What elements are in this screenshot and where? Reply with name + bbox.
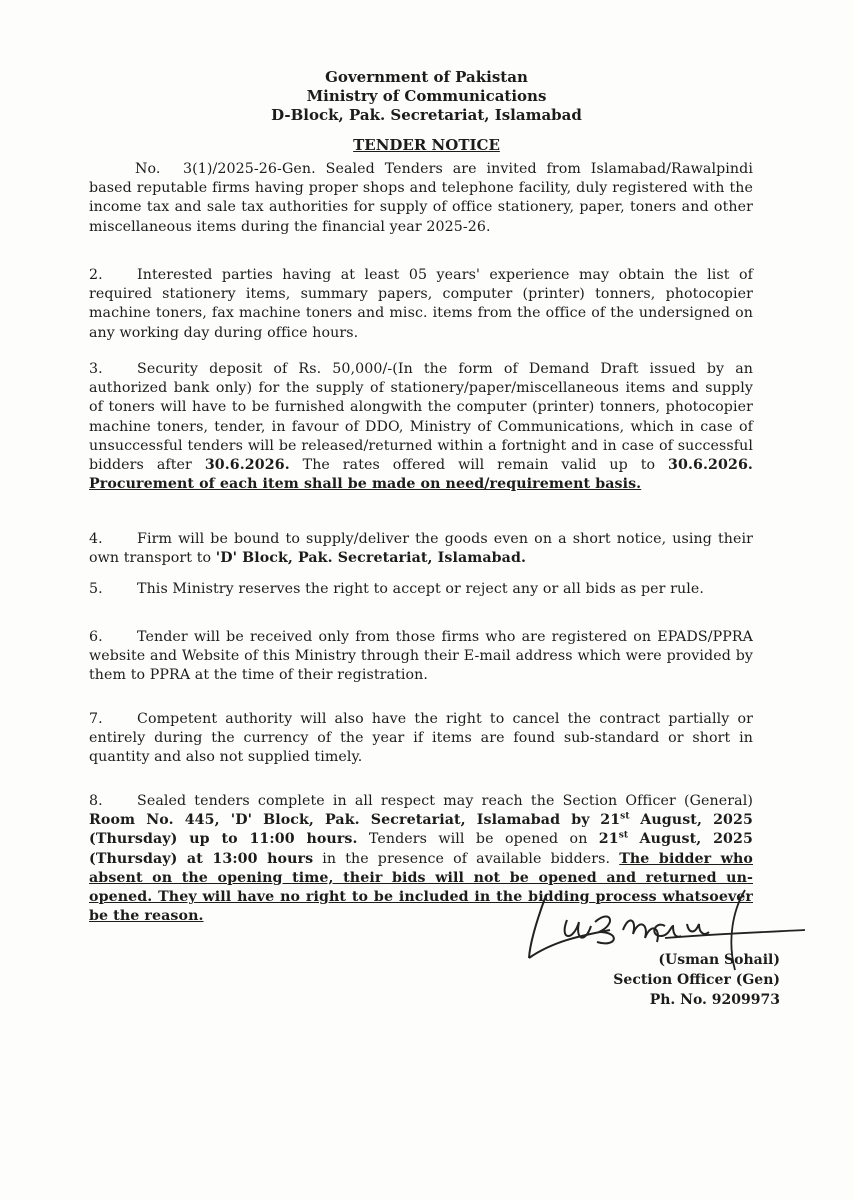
opening-day-number: 21 <box>598 831 619 848</box>
paragraph-6-number: 6. <box>89 629 103 645</box>
paragraph-5-text: This Ministry reserves the right to accept or reject any or all bids as per rule. <box>137 581 705 597</box>
submission-day-number: 21 <box>600 812 621 829</box>
validity-date-1: 30.6.2026. <box>204 457 290 474</box>
submission-deadline: August, 2025 (Thursday) up to 11:00 hours. <box>89 812 753 848</box>
procurement-note: Procurement of each item shall be made on need/requirement basis. <box>89 476 642 493</box>
absent-bidder-note: The bidder who absent on the opening time, their bids will not be opened and returned un-opened. They will have no right to be included in the bidding process whatsoever be the reason. <box>89 850 753 925</box>
paragraph-1-text: Sealed Tenders are invited from Islamabad/Rawalpindi based reputable firms having proper shops and telephone facility, duly registered with the income tax and sale tax authorities for supply of office stationery, paper, toners and other miscellaneous items during the financial year 2025-26. <box>89 161 753 235</box>
reference-prefix: No. <box>135 161 161 177</box>
paragraph-7-text: Competent authority will also have the right to cancel the contract partially or entirely during the currency of the year if items are found sub-standard or short in quantity and also not supplied timely. <box>89 711 753 766</box>
paragraph-3 <box>89 360 753 494</box>
paragraph-5 <box>89 580 753 599</box>
paragraph-3-mid: The rates offered will remain valid up to <box>302 457 656 474</box>
submission-room: Room No. 445, 'D' Block, Pak. Secretariat, Islamabad by <box>89 812 590 829</box>
paragraph-2-text: Interested parties having at least 05 years' experience may obtain the list of required stationery items, summary papers, computer (printer) tonners, photocopier machine toners, fax machine toners and misc. items from the office of the undersigned on any working day during office hours. <box>89 267 753 341</box>
signatory-name: (Usman Sohail) <box>658 952 780 968</box>
paragraph-6 <box>89 628 753 686</box>
submission-day <box>600 812 629 828</box>
paragraph-4-number: 4. <box>89 531 103 547</box>
paragraph-8-text-1: Sealed tenders complete in all respect may reach the Section Officer (General) <box>137 793 753 809</box>
delivery-address: 'D' Block, Pak. Secretariat, Islamabad. <box>215 550 527 567</box>
submission-day-suffix: st <box>620 811 630 822</box>
header-government: Government of Pakistan <box>325 68 528 86</box>
paragraph-1 <box>89 160 753 237</box>
opening-time: August, 2025 (Thursday) at 13:00 hours <box>89 831 753 867</box>
paragraph-4-text: Firm will be bound to supply/deliver the goods even on a short notice, using their own transport to <box>89 531 753 567</box>
paragraph-7-number: 7. <box>89 711 103 727</box>
opening-day <box>599 831 628 847</box>
paragraph-3-text: Security deposit of Rs. 50,000/-(In the form of Demand Draft issued by an authorized bank only) for the supply of stationery/paper/miscellaneous items and supply of toners will have to be furnished alongwith the computer (printer) tonners, photocopier machine toners, tender, in favour of DDO, Ministry of Communications, which in case of unsuccessful tenders will be released/returned within a fortnight and in case of successful bidders after <box>89 361 753 474</box>
document-title: TENDER NOTICE <box>353 136 500 154</box>
signatory-phone: Ph. No. 9209973 <box>649 992 780 1008</box>
paragraph-6-text: Tender will be received only from those firms who are registered on EPADS/PPRA website and Website of this Ministry through their E-mail address which were provided by them to PPRA at the time of their registration. <box>89 629 753 684</box>
paragraph-8-text-2: Tenders will be opened on <box>368 831 588 848</box>
paragraph-2 <box>89 266 753 343</box>
paragraph-8-number: 8. <box>89 793 103 809</box>
signatory-designation: Section Officer (Gen) <box>613 972 780 988</box>
paragraph-4 <box>89 530 753 568</box>
paragraph-7 <box>89 710 753 768</box>
header-ministry: Ministry of Communications <box>306 87 547 105</box>
validity-date-2: 30.6.2026. <box>668 457 753 474</box>
opening-day-suffix: st <box>618 830 629 841</box>
paragraph-8-text-3: in the presence of available bidders. <box>322 850 611 867</box>
letterhead <box>0 68 853 125</box>
signatory-block <box>560 950 780 1010</box>
paragraph-2-number: 2. <box>89 267 103 283</box>
paragraph-5-number: 5. <box>89 581 103 597</box>
header-address: D-Block, Pak. Secretariat, Islamabad <box>271 106 582 124</box>
paragraph-3-number: 3. <box>89 361 103 377</box>
reference-number: 3(1)/2025-26-Gen. <box>183 161 316 177</box>
